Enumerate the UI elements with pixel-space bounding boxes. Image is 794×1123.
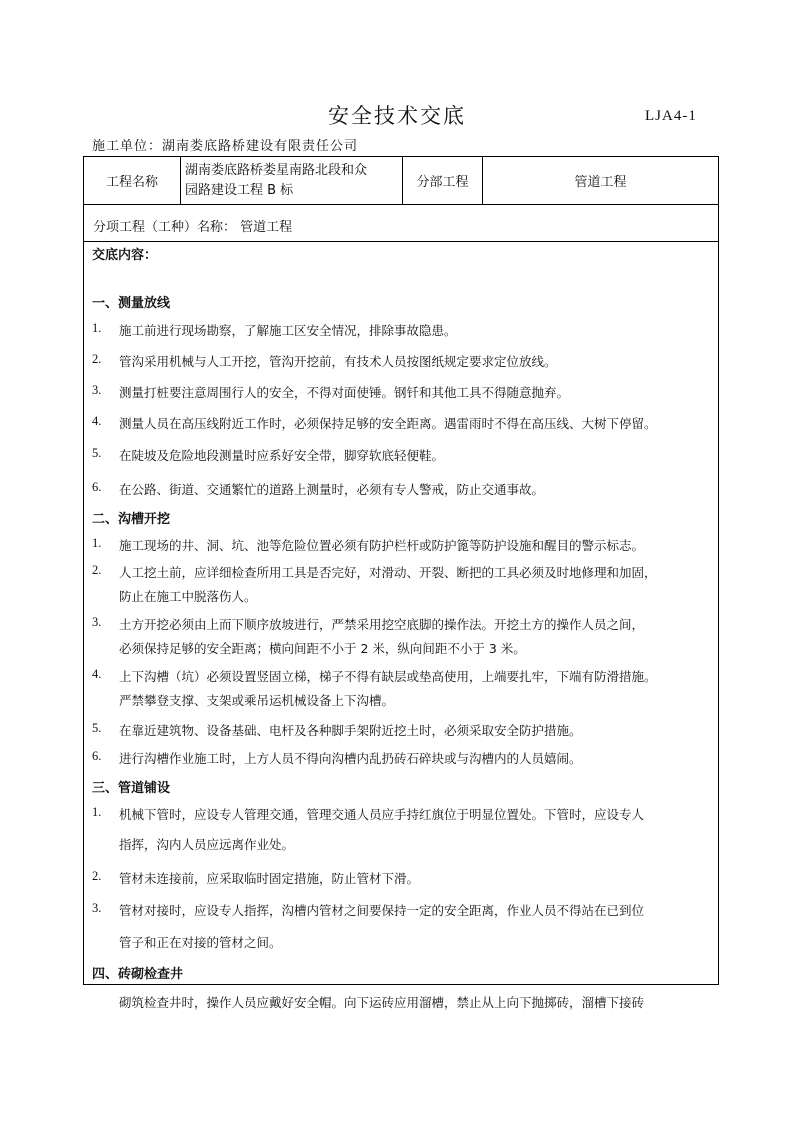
project-name-label: 工程名称 [84,157,181,204]
list-item-number: 6. [92,480,102,494]
list-item-number: 5. [92,446,102,460]
document-code: LJA4-1 [645,108,697,124]
section-pipe-laying-title: 三、管道铺设 [92,781,171,796]
list-item-text-continued: 防止在施工中脱落伤人。 [119,589,257,604]
list-item-number: 2. [92,869,102,883]
list-item-number: 1. [92,536,102,550]
list-item-number: 2. [92,352,102,366]
list-item-text-continued: 必须保持足够的安全距离；横向间距不小于 2 米，纵向间距不小于 3 米。 [119,641,526,656]
list-item-text: 施工前进行现场勘察，了解施工区安全情况，排除事故隐患。 [119,323,457,338]
list-item-number: 4. [92,414,102,428]
list-item-number: 6. [92,749,102,763]
list-item-text: 管材对接时，应设专人指挥，沟槽内管材之间要保持一定的安全距离，作业人员不得站在已到位 [119,903,645,918]
document-title: 安全技术交底 [328,104,466,128]
list-item-text-continued: 严禁攀登支撑、支架或乘吊运机械设备上下沟槽。 [119,693,395,708]
section-trench-title: 二、沟槽开挖 [92,512,171,527]
project-info-row [84,157,718,205]
disclosure-content [84,241,718,1010]
list-item-text: 人工挖土前，应详细检查所用工具是否完好，对滑动、开裂、断把的工具必须及时地修理和加固， [119,565,657,580]
list-item-text: 测量打桩要注意周围行人的安全，不得对面使锤。钢钎和其他工具不得随意抛弃。 [119,385,570,400]
list-item-text: 施工现场的井、洞、坑、池等危险位置必须有防护栏杆或防护篦等防护设施和醒目的警示标志。 [119,538,645,553]
content-intro: 交底内容： [92,248,158,263]
project-name-value [181,157,403,204]
list-item-text: 在靠近建筑物、设备基础、电杆及各种脚手架附近挖土时，必须采取安全防护措施。 [119,723,582,738]
list-item-text: 在公路、街道、交通繁忙的道路上测量时，必须有专人警戒，防止交通事故。 [119,482,545,497]
list-item-number: 4. [92,667,102,681]
list-item-text: 进行沟槽作业施工时，上方人员不得向沟槽内乱扔砖石碎块或与沟槽内的人员嬉闹。 [119,751,582,766]
list-item-text: 在陡坡及危险地段测量时应系好安全带，脚穿软底轻便鞋。 [119,448,445,463]
subitem-row [84,204,718,242]
list-item-number: 1. [92,321,102,335]
list-item-text: 土方开挖必须由上而下顺序放坡进行，严禁采用挖空底脚的操作法。开挖土方的操作人员之间， [119,617,645,632]
list-item-text: 测量人员在高压线附近工作时，必须保持足够的安全距离。遇雷雨时不得在高压线、大树下停留。 [119,416,657,431]
section-manhole-title: 四、砖砌检查井 [92,967,184,982]
list-item-text: 上下沟槽（坑）必须设置竖固立梯，梯子不得有缺层或垫高使用，上端要扎牢，下端有防滑措施。 [119,669,657,684]
section-survey-title: 一、测量放线 [92,296,171,311]
section-manhole-text: 砌筑检查井时，操作人员应戴好安全帽。向下运砖应用溜槽，禁止从上向下抛掷砖，溜槽下接砖 [119,995,645,1010]
list-item-text-continued: 指挥，沟内人员应远离作业处。 [119,837,295,852]
list-item-number: 5. [92,721,102,735]
division-value: 管道工程 [574,175,627,190]
subitem-name: 分项工程（工种）名称： 管道工程 [93,220,293,235]
disclosure-form [83,156,719,1010]
list-item-number: 3. [92,615,102,629]
project-name-line2: 园路建设工程 B 标 [185,182,294,198]
list-item-number: 3. [92,383,102,397]
list-item-text: 机械下管时，应设专人管理交通，管理交通人员应手持红旗位于明显位置处。下管时，应设专人 [119,807,645,822]
division-label: 分部工程 [403,157,483,204]
project-name-line1: 湖南娄底路桥娄星南路北段和众 [185,162,368,178]
list-item-text: 管沟采用机械与人工开挖，管沟开挖前，有技术人员按图纸规定要求定位放线。 [119,354,557,369]
list-item-number: 2. [92,563,102,577]
list-item-number: 3. [92,901,102,915]
construction-unit: 施工单位：湖南娄底路桥建设有限责任公司 [92,139,359,154]
list-item-text-continued: 管子和正在对接的管材之间。 [119,935,282,950]
list-item-number: 1. [92,805,102,819]
list-item-text: 管材未连接前，应采取临时固定措施，防止管材下滑。 [119,871,420,886]
